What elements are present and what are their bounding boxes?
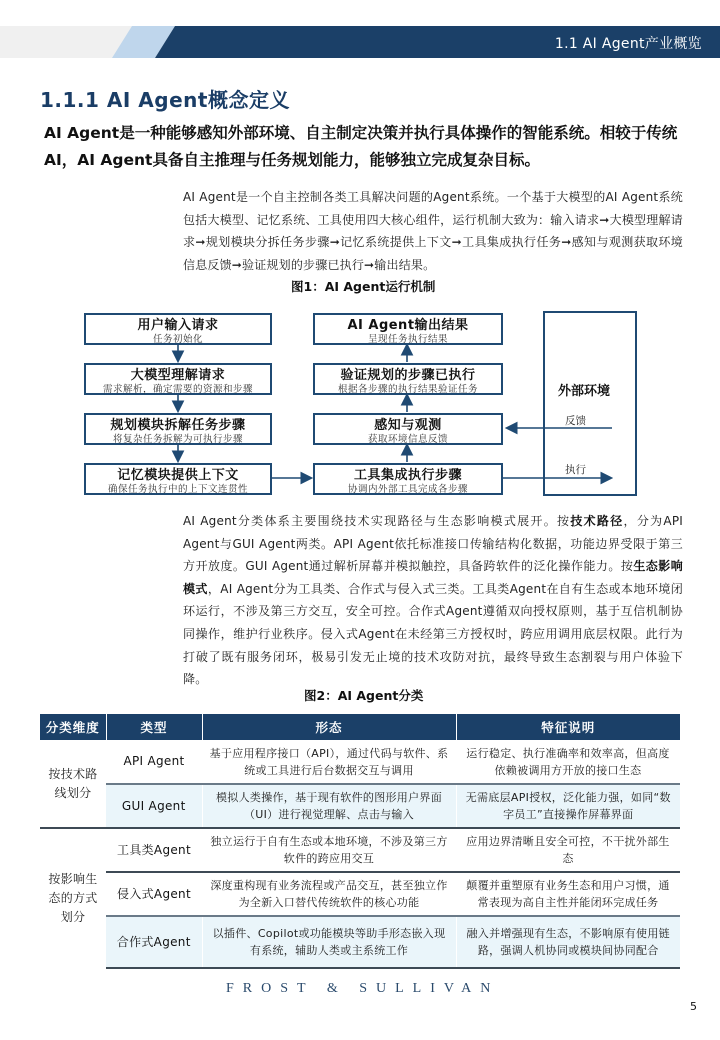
feature-cell: 运行稳定、执行准确率和效率高，但高度依赖被调用方开放的接口生态 bbox=[466, 746, 670, 777]
flow-box-subtitle: 根据各步骤的执行结果验证任务 bbox=[337, 384, 478, 395]
form-cell: 以插件、Copilot或功能模块等助手形态嵌入现有系统，辅助人类或主系统工作 bbox=[202, 916, 456, 968]
flow-box-subtitle: 获取环境信息反馈 bbox=[367, 434, 448, 445]
form-cell: 独立运行于自有生态或本地环境，不涉及第三方软件的跨应用交互 bbox=[202, 828, 456, 872]
col-header-dimension: 分类维度 bbox=[40, 714, 106, 740]
paragraph-classification bbox=[183, 510, 683, 691]
flow-box-user-input bbox=[84, 313, 272, 345]
feature-cell: 无需底层API授权，泛化能力强，如同“数字员工”直接操作屏幕界面 bbox=[456, 784, 680, 828]
flow-box-subtitle: 呈现任务执行结果 bbox=[367, 334, 448, 345]
table-row bbox=[40, 872, 680, 916]
flow-box-subtitle: 任务初始化 bbox=[152, 334, 203, 345]
flow-box-subtitle: 需求解析，确定需要的资源和步骤 bbox=[102, 384, 253, 395]
table-header-row bbox=[40, 714, 680, 740]
header-section-label: 1.1 AI Agent产业概览 bbox=[554, 36, 702, 52]
dimension-cell: 按影响生态的方式划分 bbox=[40, 828, 106, 968]
feature-cell: 应用边界清晰且安全可控，不干扰外部生态 bbox=[456, 828, 680, 872]
figure1-caption: 图1：AI Agent运行机制 bbox=[291, 279, 436, 294]
flow-box-title: 工具集成执行步骤 bbox=[353, 468, 462, 483]
external-environment-box bbox=[543, 311, 637, 496]
flow-box-verify bbox=[313, 363, 503, 395]
form-cell: 模拟人类操作，基于现有软件的图形用户界面（UI）进行视觉理解、点击与输入 bbox=[202, 784, 456, 828]
feature-cell: 颠覆并重塑原有业务生态和用户习惯，通常表现为高自主性并能闭环完成任务 bbox=[456, 872, 680, 916]
dimension-cell: 按技术路线划分 bbox=[40, 740, 106, 828]
flow-box-title: 记忆模块提供上下文 bbox=[117, 468, 239, 483]
flow-box-llm-understand bbox=[84, 363, 272, 395]
classification-table bbox=[40, 714, 680, 969]
section-title: 1.1.1 AI Agent概念定义 bbox=[40, 88, 290, 112]
external-environment-title: 外部环境 bbox=[558, 384, 611, 399]
flow-box-title: 用户输入请求 bbox=[137, 318, 219, 333]
form-cell: 深度重构现有业务流程或产品交互，甚至独立作为全新入口替代传统软件的核心功能 bbox=[202, 872, 456, 916]
flow-box-perceive bbox=[313, 413, 503, 445]
text-span: ，分为API Agent与GUI Agent两类。API Agent依托标准接口传输结构化数据，功能边界受限于第三方开放度。GUI Agent通过解析屏幕并模拟触控，具备跨软件的泛化操作能力。按 bbox=[183, 514, 684, 574]
flow-box-subtitle: 将复杂任务拆解为可执行步骤 bbox=[112, 434, 243, 445]
flow-box-title: 规划模块拆解任务步骤 bbox=[110, 418, 246, 433]
flow-box-memory bbox=[84, 463, 272, 495]
col-header-feature: 特征说明 bbox=[456, 714, 680, 740]
figure2-caption: 图2：AI Agent分类 bbox=[304, 688, 424, 703]
bold-term-tech-path: 技术路径 bbox=[570, 514, 624, 528]
form-cell: 基于应用程序接口（API），通过代码与软件、系统或工具进行后台数据交互与调用 bbox=[209, 746, 449, 777]
flow-box-title: 感知与观测 bbox=[374, 418, 442, 433]
table-row bbox=[40, 828, 680, 872]
table-row bbox=[40, 916, 680, 968]
type-cell: 合作式Agent bbox=[106, 916, 202, 968]
page-number: 5 bbox=[690, 1000, 697, 1013]
table-row bbox=[40, 740, 680, 784]
flow-box-title: AI Agent输出结果 bbox=[347, 318, 469, 333]
text-span: ，AI Agent分为工具类、合作式与侵入式三类。工具类Agent在自有生态或本地环境闭环运行，不涉及第三方交互，安全可控。合作式Agent遵循双向授权原则，基于互信机制协同操作，维护行业秩序。侵入式Agent在未经第三方授权时，跨应用调用底层权限。此行为打破了既有服务闭环，极易引发无止境的技术攻防对抗，最终导致生态割裂与用户体验下降。 bbox=[183, 581, 683, 687]
flow-box-output bbox=[313, 313, 503, 345]
execute-label: 执行 bbox=[565, 464, 586, 476]
frost-sullivan-logo: FROST & SULLIVAN bbox=[226, 981, 500, 996]
col-header-type: 类型 bbox=[106, 714, 202, 740]
col-header-form: 形态 bbox=[202, 714, 456, 740]
lead-statement: AI Agent是一种能够感知外部环境、自主制定决策并执行具体操作的智能系统。相较于传统AI，AI Agent具备自主推理与任务规划能力，能够独立完成复杂目标。 bbox=[44, 124, 678, 169]
flow-box-title: 大模型理解请求 bbox=[130, 368, 226, 383]
flow-box-title: 验证规划的步骤已执行 bbox=[340, 368, 476, 383]
paragraph-mechanism: AI Agent是一个自主控制各类工具解决问题的Agent系统。一个基于大模型的AI Agent系统包括大模型、记忆系统、工具使用四大核心组件，运行机制大致为：输入请求➞大模型理解请求➞规划模块分拆任务步骤➞记忆系统提供上下文➞工具集成执行任务➞感知与观测获取环境信息反馈➞验证规划的步骤已执行➞输出结果。 bbox=[183, 190, 683, 272]
type-cell: 侵入式Agent bbox=[106, 872, 202, 916]
flow-box-subtitle: 协调内外部工具完成各步骤 bbox=[347, 484, 468, 495]
flow-box-subtitle: 确保任务执行中的上下文连贯性 bbox=[107, 484, 248, 495]
type-cell: 工具类Agent bbox=[106, 828, 202, 872]
type-cell: API Agent bbox=[123, 754, 185, 768]
type-cell: GUI Agent bbox=[106, 784, 202, 828]
text-span: AI Agent分类体系主要围绕技术实现路径与生态影响模式展开。按 bbox=[183, 514, 571, 528]
header-band bbox=[0, 26, 720, 58]
feature-cell: 融入并增强现有生态，不影响原有使用链路，强调人机协同或模块间协同配合 bbox=[456, 916, 680, 968]
feedback-label: 反馈 bbox=[565, 415, 586, 427]
table-row bbox=[40, 784, 680, 828]
flow-box-tools bbox=[313, 463, 503, 495]
flow-box-planning bbox=[84, 413, 272, 445]
bold-term-ecosystem-mode: 生态影响模式 bbox=[183, 559, 683, 596]
